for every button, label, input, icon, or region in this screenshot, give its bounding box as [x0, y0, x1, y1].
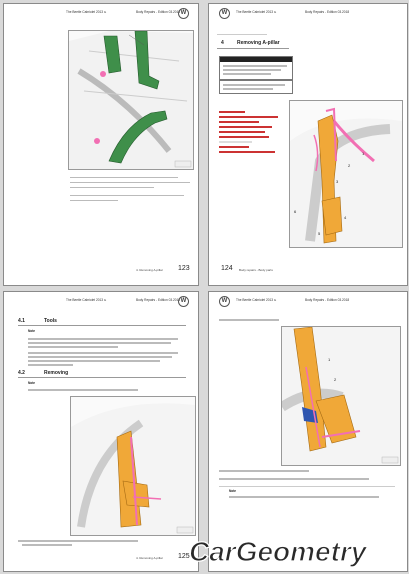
callout-4: 4 [344, 215, 347, 220]
illustration-a-pillar-separation [281, 326, 401, 466]
instruction-line [219, 478, 369, 480]
list-item [219, 121, 259, 123]
section-rule [217, 48, 289, 49]
cargeometry-watermark [185, 534, 405, 568]
section-rule [18, 325, 186, 326]
list-item [219, 116, 278, 118]
callout-6: 6 [294, 209, 297, 214]
illustration-a-pillar-exploded [289, 100, 403, 248]
illustration-a-pillar-green [68, 30, 194, 170]
caution-box [219, 56, 293, 80]
list-item [219, 151, 275, 153]
bullet-line [70, 176, 190, 179]
instruction-line [219, 470, 309, 472]
page-header-left: The Beetle Cabriolet 2013 ➤ [66, 298, 107, 302]
tools-note-text [28, 336, 178, 368]
component-list [219, 108, 285, 156]
note-label-2: Note [28, 381, 36, 385]
text-line [28, 352, 178, 354]
caution-text [223, 73, 271, 75]
a-pillar-removed-drawing [71, 397, 195, 535]
caution-bar [220, 57, 292, 62]
list-item [219, 111, 245, 113]
instruction-line [18, 540, 138, 542]
page-125 [3, 291, 199, 572]
a-pillar-exploded-drawing [290, 101, 402, 247]
list-item [219, 146, 249, 148]
section-4-2-number: 4.2 [18, 370, 25, 376]
bullet-line [70, 186, 190, 189]
note-text [229, 496, 379, 498]
list-item [219, 136, 269, 138]
vw-logo-icon: W [219, 8, 230, 19]
text-line [28, 364, 73, 366]
page-footer: Body repairs - Body parts [239, 268, 273, 272]
section-title: Removing A-pillar [237, 40, 280, 46]
callout-3: 3 [336, 179, 339, 184]
instruction-line [219, 319, 279, 321]
text-line [28, 338, 178, 340]
page-123 [3, 3, 199, 286]
text-line [28, 342, 171, 344]
page-header-left: The Beetle Cabriolet 2013 ➤ [236, 298, 277, 302]
instruction-line [22, 544, 72, 546]
section-4-1-number: 4.1 [18, 318, 25, 324]
instruction-bullets [70, 174, 190, 204]
section-number: 4 [221, 40, 224, 46]
section-4-1-title: Tools [44, 318, 57, 324]
callout-2: 2 [334, 377, 337, 382]
a-pillar-separation-drawing [282, 327, 400, 465]
list-item [219, 141, 252, 143]
bullet-line [70, 181, 190, 184]
page-number: 123 [178, 265, 190, 272]
vw-logo-icon: W [219, 296, 230, 307]
warning-text [223, 88, 273, 90]
warning-text [223, 84, 285, 86]
page-header-right: Body Repairs - Edition 03.2018 [136, 298, 181, 302]
page-footer: 4. Removing A-pillar [136, 268, 163, 272]
illustration-a-pillar-removed [70, 396, 196, 536]
callout-1: 1 [328, 357, 331, 362]
bullet-line [70, 199, 190, 202]
removing-note-text [28, 389, 138, 391]
vw-logo-icon: W [178, 8, 189, 19]
note-label-1: Note [28, 329, 36, 333]
section-4-2-title: Removing [44, 370, 69, 376]
caution-text [223, 65, 287, 67]
page-number: 125 [178, 553, 190, 560]
section-rule [217, 34, 267, 35]
section-rule [18, 377, 186, 378]
list-item [219, 126, 272, 128]
callout-1: 1 [362, 151, 365, 156]
page-126 [208, 291, 408, 572]
a-pillar-green-drawing [69, 31, 193, 169]
page-124 [208, 3, 408, 286]
caution-text [223, 69, 281, 71]
text-line [28, 360, 160, 362]
text-line [28, 346, 118, 348]
page-header-left: The Beetle Cabriolet 2013 ➤ [236, 10, 277, 14]
vw-logo-icon: W [178, 296, 189, 307]
callout-2: 2 [348, 163, 351, 168]
text-line [28, 356, 172, 358]
page-header-right: Body Repairs - Edition 03.2018 [136, 10, 181, 14]
note-label: Note [229, 489, 237, 493]
bullet-line [70, 194, 190, 197]
page-header-right: Body Repairs - Edition 03.2018 [305, 10, 350, 14]
page-number: 124 [221, 265, 233, 272]
page-header-right: Body Repairs - Edition 03.2018 [305, 298, 350, 302]
list-item [219, 131, 265, 133]
warning-box [219, 80, 293, 94]
page-footer: 4. Removing A-pillar [136, 556, 163, 560]
note-rule [219, 486, 395, 487]
page-header-left: The Beetle Cabriolet 2013 ➤ [66, 10, 107, 14]
callout-5: 5 [318, 231, 321, 236]
watermark-text: CarGeometry [189, 536, 367, 567]
